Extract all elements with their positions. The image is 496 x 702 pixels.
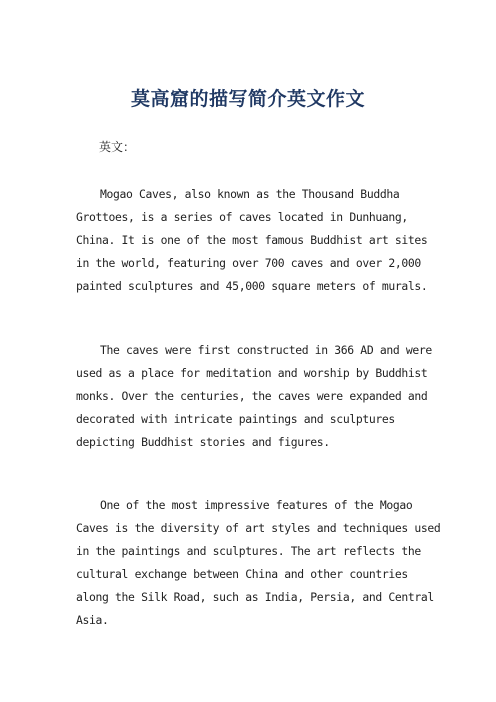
section-label: 英文：	[99, 140, 136, 154]
paragraph-1: Mogao Caves, also known as the Thousand Buddha Grottoes, is a series of caves located in Dunhuang, China. It is one of the most famous Buddhist art sites in the world, featuring over 700 caves and over 2,000 painted sculptures and 45,000 square meters of murals.	[76, 187, 428, 293]
document-title: 莫高窟的描写简介英文作文	[130, 88, 365, 110]
paragraph-2: The caves were first constructed in 366 AD and were used as a place for meditation and worship by Buddhist monks. Over the centuries, the caves were expanded and decorated with intricate paintings and sculptures depicting Buddhist stories and figures.	[76, 343, 432, 449]
paragraph-3: One of the most impressive features of the Mogao Caves is the diversity of art styles and techniques used in the paintings and sculptures. The art reflects the cultural exchange between China and other countries along the Silk Road, such as India, Persia, and Central Asia.	[76, 498, 441, 627]
